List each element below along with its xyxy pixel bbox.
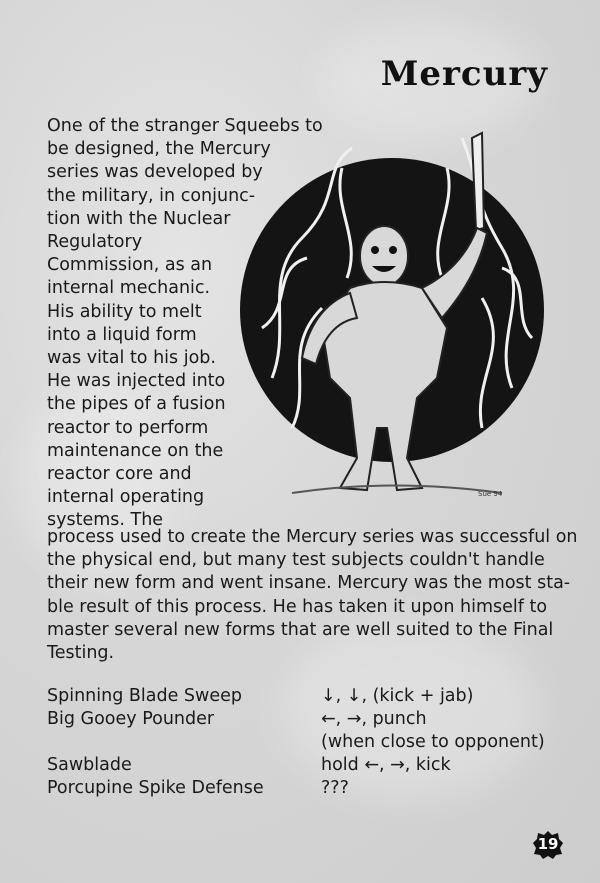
text-line: Testing. (47, 643, 115, 664)
move-list (47, 685, 567, 800)
mercury-character-illustration (232, 128, 554, 510)
text-line: the military, in conjunc- (47, 185, 256, 206)
move-input: ←, →, punch (321, 709, 427, 729)
move-input: ??? (321, 778, 349, 798)
text-line: internal operating (47, 487, 205, 508)
text-line: series was developed by (47, 162, 263, 183)
text-line: the pipes of a fusion (47, 394, 226, 415)
text-line: tion with the Nuclear (47, 208, 231, 229)
text-line: One of the stranger Squeebs to (47, 116, 323, 136)
move-name: Porcupine Spike Defense (47, 778, 264, 798)
move-name: Big Gooey Pounder (47, 709, 215, 729)
text-line: ble result of this process. He has taken it upon himself to (47, 596, 548, 617)
move-input: ↓, ↓, (kick + jab) (321, 686, 474, 706)
text-line: His ability to melt (47, 301, 202, 322)
text-line: master several new forms that are well suited to the Final (47, 619, 554, 640)
text-line: He was injected into (47, 371, 226, 392)
page-number: 19 (537, 835, 559, 853)
text-line: the physical end, but many test subjects couldn't handle (47, 550, 545, 571)
text-line: maintenance on the (47, 440, 224, 461)
move-input: hold ←, →, kick (321, 755, 451, 775)
text-line: was vital to his job. (47, 348, 216, 369)
move-row (47, 754, 567, 777)
text-line: their new form and went insane. Mercury was the most sta- (47, 573, 571, 594)
text-line: process used to create the Mercury series was successful on (47, 527, 578, 547)
move-name: Sawblade (47, 755, 132, 775)
text-line: internal mechanic. (47, 278, 211, 299)
text-line: be designed, the Mercury (47, 139, 271, 160)
move-row (47, 731, 567, 754)
move-note: (when close to opponent) (321, 732, 545, 752)
text-line: reactor to perform (47, 417, 209, 438)
page-number-badge (532, 830, 564, 860)
page-title: Mercury (380, 54, 548, 94)
text-line: reactor core and (47, 464, 192, 485)
move-name: Spinning Blade Sweep (47, 686, 242, 706)
text-line: Regulatory (47, 232, 143, 253)
text-line: into a liquid form (47, 324, 197, 345)
continued-paragraph (47, 526, 578, 665)
move-row (47, 708, 567, 731)
move-row (47, 685, 567, 708)
artist-signature: Sue 94 (478, 490, 503, 498)
text-line: Commission, as an (47, 255, 213, 276)
text-line: systems. The (47, 510, 164, 531)
move-row (47, 777, 567, 800)
